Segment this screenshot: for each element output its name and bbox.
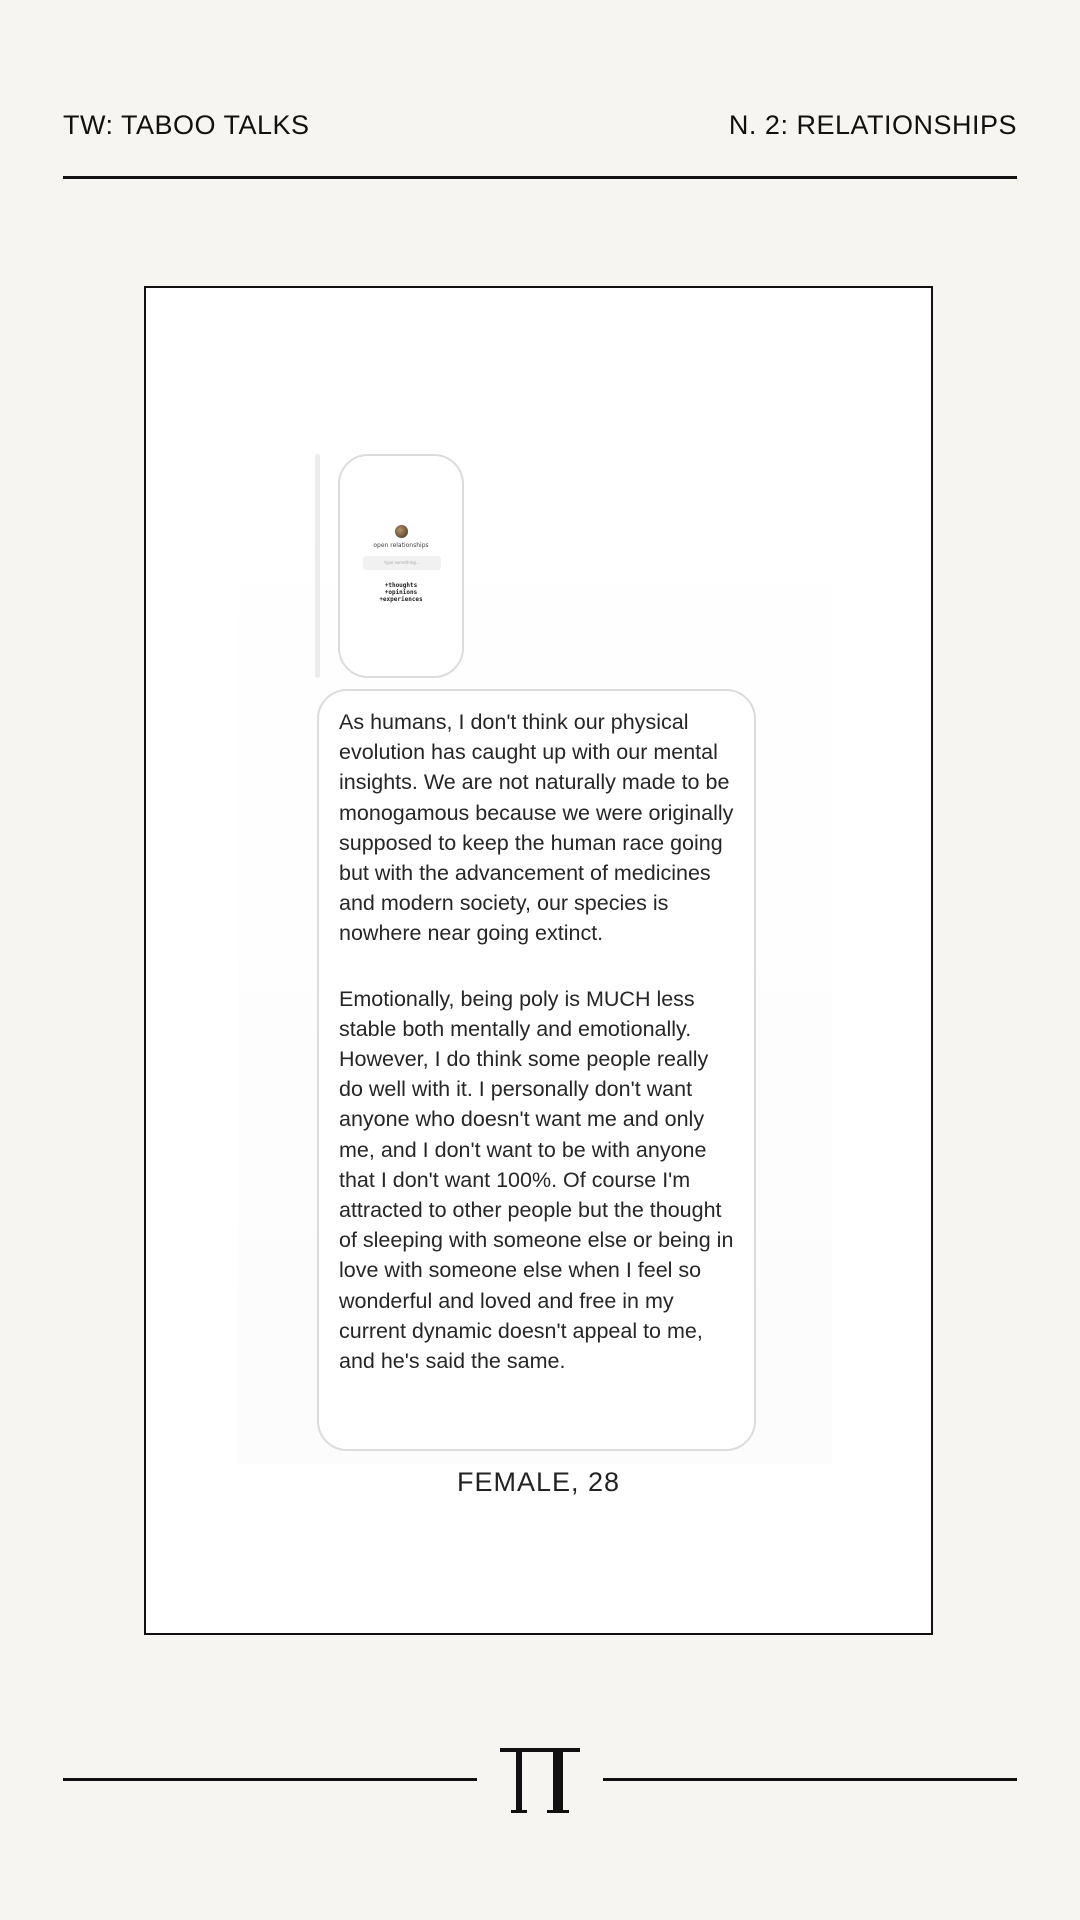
story-question-field: type something... bbox=[363, 556, 441, 570]
footer-divider-right bbox=[603, 1778, 1017, 1781]
story-thumbnail bbox=[338, 454, 464, 678]
prompt-line: +experiences bbox=[379, 596, 423, 603]
reply-message-bubble bbox=[317, 689, 756, 1451]
footer-divider-left bbox=[63, 1778, 477, 1781]
tt-logo-icon bbox=[498, 1748, 582, 1814]
story-prompt-lines bbox=[340, 582, 462, 603]
prompt-line: +opinions bbox=[384, 589, 418, 596]
reply-paragraph: Emotionally, being poly is MUCH less stable both mentally and emotionally. However, I do think some people really do well with it. I personally don't want anyone who doesn't want me and only me, and I don't want to be with anyone that I don't want 100%. Of course I'm attracted to other people but the thought of sleeping with someone else or being in love with someone else when I feel so wonderful and loved and free in my current dynamic doesn't appeal to me, and he's said the same. bbox=[339, 986, 734, 1374]
series-title: TW: TABOO TALKS bbox=[63, 110, 310, 140]
page-header bbox=[63, 100, 1017, 179]
issue-title: N. 2: RELATIONSHIPS bbox=[728, 110, 1017, 140]
story-question-title: open relationships bbox=[373, 542, 429, 549]
avatar bbox=[395, 525, 408, 538]
story-reply-rail bbox=[315, 454, 320, 678]
prompt-line: +thoughts bbox=[384, 582, 418, 589]
respondent-caption: FEMALE, 28 bbox=[456, 1467, 621, 1497]
reply-paragraph: As humans, I don't think our physical evolution has caught up with our mental insights. We are not naturally made to be monogamous because we were originally supposed to keep the human race going but with the advancement of medicines and modern society, our species is nowhere near going extinct. bbox=[339, 710, 734, 946]
